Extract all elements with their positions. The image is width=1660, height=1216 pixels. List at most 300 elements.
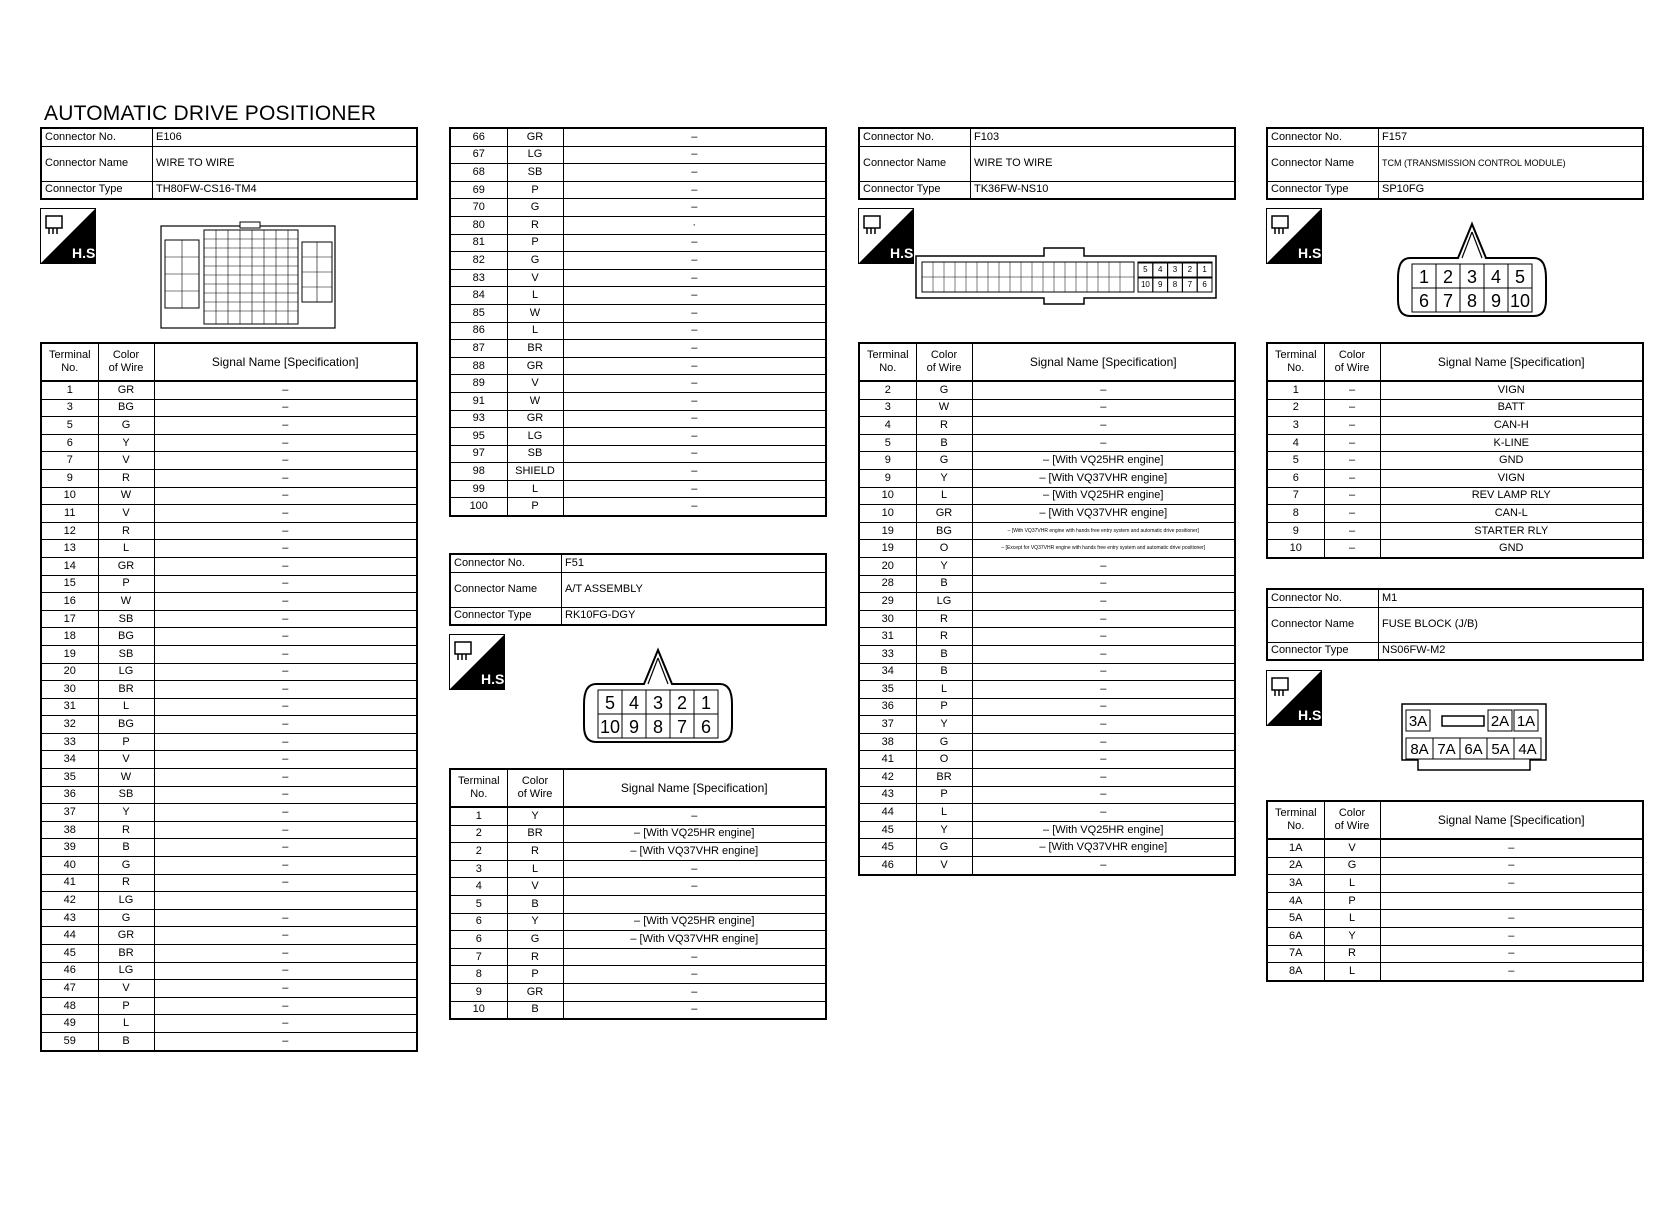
pin-label: 3 [652, 693, 664, 713]
terminal-table-m1 [1266, 800, 1644, 982]
wire-color-cell: R [98, 469, 154, 487]
wire-color-cell: BR [98, 945, 154, 963]
pin-label: 8 [1466, 291, 1478, 311]
terminal-no-cell: 19 [859, 540, 916, 558]
terminal-no-cell: 48 [41, 997, 98, 1015]
table-row [1267, 875, 1643, 893]
wire-color-cell: B [507, 1001, 563, 1019]
signal-name-cell: – [563, 146, 826, 164]
table-row [41, 927, 417, 945]
wire-color-cell: L [507, 322, 563, 340]
table-row [41, 575, 417, 593]
signal-name-cell [563, 895, 826, 913]
terminal-no-cell: 12 [41, 522, 98, 540]
hs-harness-side-icon [858, 208, 918, 264]
signal-name-cell: – [563, 128, 826, 146]
signal-name-cell: – [563, 304, 826, 322]
connector-type-value: SP10FG [1379, 181, 1644, 199]
signal-name-cell: – [563, 322, 826, 340]
connector-type-value: TK36FW-NS10 [971, 181, 1236, 199]
table-row [859, 381, 1235, 399]
wire-color-cell: R [916, 417, 972, 435]
pin-label: 6 [1202, 280, 1207, 289]
signal-name-cell: – [1380, 945, 1643, 963]
terminal-no-cell: 6 [450, 913, 507, 931]
wire-color-cell: GR [98, 927, 154, 945]
connector-name-value: FUSE BLOCK (J/B) [1379, 607, 1644, 642]
terminal-no-cell: 40 [41, 857, 98, 875]
hs-harness-side-icon [40, 208, 100, 264]
signal-name-cell: – [972, 399, 1235, 417]
connector-f157-column [1266, 127, 1644, 200]
signal-name-cell: – [154, 399, 417, 417]
signal-name-cell: – [563, 983, 826, 1001]
table-row [859, 593, 1235, 611]
connector-name-value: WIRE TO WIRE [153, 146, 418, 181]
signal-name-cell [154, 892, 417, 910]
wire-color-cell: Y [916, 557, 972, 575]
connector-f103-column [858, 127, 1236, 200]
pin-label: 6 [1418, 291, 1430, 311]
wire-color-cell: – [1324, 505, 1380, 523]
signal-name-cell: – [563, 1001, 826, 1019]
wire-color-cell: W [507, 392, 563, 410]
table-row [450, 304, 826, 322]
table-row [450, 234, 826, 252]
wire-color-cell: Y [98, 434, 154, 452]
pin-label: 1 [700, 693, 712, 713]
table-row [1267, 522, 1643, 540]
signal-name-cell: – [154, 839, 417, 857]
signal-name-cell: – [154, 874, 417, 892]
wire-color-cell: R [507, 843, 563, 861]
signal-name-cell: – [154, 557, 417, 575]
connector-no-label: Connector No. [859, 128, 971, 146]
signal-name-cell: – [563, 948, 826, 966]
wire-color-cell: P [507, 181, 563, 199]
terminal-no-cell: 45 [859, 821, 916, 839]
table-row [41, 716, 417, 734]
table-row [450, 269, 826, 287]
terminal-no-cell: 16 [41, 593, 98, 611]
pin-label: 10 [1509, 291, 1531, 311]
signal-name-cell: – [154, 505, 417, 523]
wire-color-cell: G [507, 252, 563, 270]
connector-no-label: Connector No. [1267, 128, 1379, 146]
table-row [450, 146, 826, 164]
signal-name-cell: – [563, 199, 826, 217]
signal-name-cell: CAN-H [1380, 417, 1643, 435]
signal-name-cell: – [154, 645, 417, 663]
signal-name-cell: – [563, 375, 826, 393]
wire-color-cell: Y [916, 716, 972, 734]
pin-label: 3A [1408, 713, 1428, 730]
signal-name-cell: – [154, 487, 417, 505]
connector-name-label: Connector Name [41, 146, 153, 181]
table-row [859, 628, 1235, 646]
signal-name-cell: – [154, 381, 417, 399]
connector-type-label: Connector Type [1267, 642, 1379, 660]
signal-name-cell: STARTER RLY [1380, 522, 1643, 540]
wire-color-cell: O [916, 751, 972, 769]
table-row [41, 733, 417, 751]
signal-name-cell: – [154, 610, 417, 628]
wire-color-cell: V [98, 751, 154, 769]
terminal-no-cell: 30 [41, 681, 98, 699]
table-row [1267, 381, 1643, 399]
wire-color-cell: W [507, 304, 563, 322]
table-row [450, 128, 826, 146]
terminal-no-cell: 15 [41, 575, 98, 593]
wire-color-cell: G [1324, 857, 1380, 875]
table-row [859, 434, 1235, 452]
connector-name-label: Connector Name [1267, 607, 1379, 642]
signal-name-cell: – [1380, 875, 1643, 893]
wire-color-cell: P [507, 498, 563, 516]
wire-color-cell: B [916, 434, 972, 452]
hs-label: H.S. [890, 245, 918, 261]
connector-info-m1 [1266, 588, 1644, 661]
wire-color-cell: V [98, 980, 154, 998]
signal-name-cell: – [972, 698, 1235, 716]
signal-name-cell: – [972, 804, 1235, 822]
wire-color-cell: V [507, 375, 563, 393]
terminal-no-cell: 19 [859, 522, 916, 540]
table-row [1267, 487, 1643, 505]
table-row [41, 839, 417, 857]
connector-type-value: NS06FW-M2 [1379, 642, 1644, 660]
table-row [41, 434, 417, 452]
terminal-no-cell: 89 [450, 375, 507, 393]
signal-name-cell: – [563, 252, 826, 270]
table-row [859, 417, 1235, 435]
table-row [41, 857, 417, 875]
terminal-no-cell: 32 [41, 716, 98, 734]
table-row [41, 487, 417, 505]
terminal-no-cell: 13 [41, 540, 98, 558]
pin-label: 9 [1490, 291, 1502, 311]
signal-name-cell: – [154, 417, 417, 435]
connector-type-label: Connector Type [41, 181, 153, 199]
table-row [450, 878, 826, 896]
terminal-no-cell: 47 [41, 980, 98, 998]
wire-color-cell: – [1324, 540, 1380, 558]
wire-color-cell: LG [507, 146, 563, 164]
wire-color-cell: L [1324, 963, 1380, 981]
terminal-no-header: Terminal No. [450, 769, 507, 807]
terminal-no-cell: 39 [41, 839, 98, 857]
table-row [41, 698, 417, 716]
signal-name-cell: – [With VQ37VHR engine] [563, 843, 826, 861]
table-row [41, 381, 417, 399]
table-row [450, 983, 826, 1001]
terminal-no-cell: 20 [859, 557, 916, 575]
wire-color-cell: G [98, 857, 154, 875]
terminal-no-cell: 10 [859, 487, 916, 505]
table-row [450, 843, 826, 861]
terminal-no-cell: 81 [450, 234, 507, 252]
signal-name-cell: – [972, 381, 1235, 399]
terminal-no-cell: 9 [859, 469, 916, 487]
wire-color-cell: B [916, 663, 972, 681]
color-of-wire-header: Color of Wire [1324, 801, 1380, 839]
terminal-no-cell: 20 [41, 663, 98, 681]
wire-color-cell: L [916, 681, 972, 699]
terminal-no-cell: 2A [1267, 857, 1324, 875]
table-row [859, 452, 1235, 470]
table-row [41, 610, 417, 628]
pin-label: 7 [1442, 291, 1454, 311]
table-row [1267, 399, 1643, 417]
terminal-no-cell: 59 [41, 1032, 98, 1050]
wire-color-cell: R [916, 610, 972, 628]
terminal-no-cell: 5A [1267, 910, 1324, 928]
connector-m1-column [1266, 588, 1644, 661]
connector-no-value: F103 [971, 128, 1236, 146]
terminal-no-cell: 29 [859, 593, 916, 611]
signal-name-cell: CAN-L [1380, 505, 1643, 523]
wire-color-cell: L [98, 540, 154, 558]
wire-color-cell: R [916, 628, 972, 646]
table-row [41, 540, 417, 558]
table-row [41, 769, 417, 787]
signal-name-header: Signal Name [Specification] [154, 343, 417, 381]
signal-name-cell: – [563, 878, 826, 896]
terminal-no-cell: 97 [450, 445, 507, 463]
wire-color-cell: P [916, 786, 972, 804]
color-of-wire-header: Color of Wire [507, 769, 563, 807]
wire-color-cell: BR [507, 825, 563, 843]
color-of-wire-header: Color of Wire [916, 343, 972, 381]
pin-label: 2 [1442, 267, 1454, 287]
terminal-no-cell: 41 [41, 874, 98, 892]
wire-color-cell: – [1324, 399, 1380, 417]
signal-name-cell: – [154, 663, 417, 681]
terminal-no-cell: 1 [450, 807, 507, 825]
terminal-no-cell: 5 [859, 434, 916, 452]
wire-color-cell: BR [507, 340, 563, 358]
table-row [859, 821, 1235, 839]
wire-color-cell: SB [98, 610, 154, 628]
table-row [1267, 540, 1643, 558]
signal-name-cell: K-LINE [1380, 434, 1643, 452]
connector-type-value: RK10FG-DGY [562, 607, 827, 625]
wire-color-cell: – [1324, 434, 1380, 452]
terminal-no-cell: 45 [41, 945, 98, 963]
table-row [859, 469, 1235, 487]
terminal-no-cell: 30 [859, 610, 916, 628]
signal-name-cell: – [972, 733, 1235, 751]
table-row [450, 287, 826, 305]
terminal-no-cell: 1A [1267, 839, 1324, 857]
table-row [41, 522, 417, 540]
wire-color-cell: R [507, 216, 563, 234]
terminal-no-cell: 41 [859, 751, 916, 769]
wire-color-cell: G [916, 381, 972, 399]
wire-color-cell: SB [98, 786, 154, 804]
wire-color-cell: – [1324, 522, 1380, 540]
terminal-no-cell: 35 [41, 769, 98, 787]
pin-label: 10 [1140, 280, 1150, 289]
table-row [41, 1015, 417, 1033]
pin-label: 5 [604, 693, 616, 713]
connector-name-value: WIRE TO WIRE [971, 146, 1236, 181]
wire-color-cell: P [98, 733, 154, 751]
wire-color-cell: L [916, 804, 972, 822]
wire-color-cell: BG [98, 399, 154, 417]
table-row [859, 399, 1235, 417]
hs-harness-side-icon [1266, 208, 1326, 264]
signal-name-cell: – [563, 445, 826, 463]
connector-f51-face-diagram [582, 648, 734, 744]
wire-color-cell: V [916, 857, 972, 875]
terminal-no-cell: 67 [450, 146, 507, 164]
wire-color-cell: G [507, 199, 563, 217]
terminal-no-cell: 10 [41, 487, 98, 505]
wire-color-cell: L [507, 860, 563, 878]
table-row [859, 575, 1235, 593]
table-row [41, 469, 417, 487]
connector-type-label: Connector Type [450, 607, 562, 625]
table-row [859, 610, 1235, 628]
signal-name-cell: – [972, 610, 1235, 628]
wire-color-cell: P [507, 234, 563, 252]
wire-color-cell: R [98, 874, 154, 892]
table-row [450, 216, 826, 234]
signal-name-header: Signal Name [Specification] [1380, 343, 1643, 381]
connector-e106-face-diagram [160, 222, 336, 330]
terminal-no-cell: 37 [859, 716, 916, 734]
wire-color-cell: B [98, 839, 154, 857]
wire-color-cell: P [1324, 892, 1380, 910]
wire-color-cell: P [98, 575, 154, 593]
table-row [450, 931, 826, 949]
wire-color-cell: GR [916, 505, 972, 523]
terminal-no-cell: 36 [859, 698, 916, 716]
wire-color-cell: – [1324, 381, 1380, 399]
connector-no-value: E106 [153, 128, 418, 146]
table-row [859, 663, 1235, 681]
signal-name-cell: – [972, 593, 1235, 611]
table-row [41, 751, 417, 769]
signal-name-cell: GND [1380, 540, 1643, 558]
terminal-no-cell: 8A [1267, 963, 1324, 981]
terminal-no-cell: 82 [450, 252, 507, 270]
table-row [450, 913, 826, 931]
table-row [859, 505, 1235, 523]
terminal-no-cell: 7A [1267, 945, 1324, 963]
table-row [450, 463, 826, 481]
terminal-no-cell: 19 [41, 645, 98, 663]
table-row [450, 895, 826, 913]
connector-type-label: Connector Type [859, 181, 971, 199]
wire-color-cell: BG [98, 716, 154, 734]
table-row [450, 860, 826, 878]
terminal-no-cell: 95 [450, 428, 507, 446]
pin-label: 6 [700, 717, 712, 737]
wire-color-cell: B [98, 1032, 154, 1050]
connector-name-value: TCM (TRANSMISSION CONTROL MODULE) [1379, 146, 1644, 181]
table-row [859, 557, 1235, 575]
signal-name-cell: – [154, 628, 417, 646]
signal-name-cell: – [154, 980, 417, 998]
terminal-no-cell: 9 [450, 983, 507, 1001]
table-row [1267, 910, 1643, 928]
table-row [859, 769, 1235, 787]
wire-color-cell: GR [507, 983, 563, 1001]
terminal-no-cell: 43 [41, 909, 98, 927]
terminal-no-cell: 18 [41, 628, 98, 646]
wire-color-cell: GR [507, 128, 563, 146]
terminal-no-cell: 17 [41, 610, 98, 628]
wire-color-cell: W [98, 593, 154, 611]
terminal-no-cell: 4 [1267, 434, 1324, 452]
hs-label: H.S. [481, 671, 509, 687]
wire-color-cell: Y [916, 821, 972, 839]
wire-color-cell: R [1324, 945, 1380, 963]
signal-name-cell: – [154, 945, 417, 963]
table-row [41, 628, 417, 646]
signal-name-cell: – [1380, 839, 1643, 857]
signal-name-cell: – [1380, 963, 1643, 981]
terminal-no-cell: 88 [450, 357, 507, 375]
pin-label: 2A [1490, 713, 1510, 730]
terminal-no-cell: 91 [450, 392, 507, 410]
table-row [450, 252, 826, 270]
connector-name-label: Connector Name [450, 572, 562, 607]
connector-no-value: F157 [1379, 128, 1644, 146]
terminal-no-cell: 69 [450, 181, 507, 199]
wire-color-cell: Y [1324, 927, 1380, 945]
wire-color-cell: G [507, 931, 563, 949]
terminal-no-cell: 45 [859, 839, 916, 857]
wire-color-cell: B [507, 895, 563, 913]
table-row [41, 821, 417, 839]
signal-name-cell: – [154, 751, 417, 769]
signal-name-cell: – [972, 751, 1235, 769]
signal-name-cell: – [563, 807, 826, 825]
signal-name-cell: – [154, 452, 417, 470]
pin-label: 2 [1187, 265, 1193, 274]
terminal-no-cell: 46 [41, 962, 98, 980]
terminal-no-cell: 7 [41, 452, 98, 470]
wire-color-cell: G [916, 839, 972, 857]
terminal-no-cell: 83 [450, 269, 507, 287]
wire-color-cell: LG [98, 962, 154, 980]
hs-label: H.S. [1298, 707, 1326, 723]
terminal-no-cell: 6A [1267, 927, 1324, 945]
wire-color-cell: L [98, 698, 154, 716]
wire-color-cell: R [507, 948, 563, 966]
wire-color-cell: – [1324, 487, 1380, 505]
wire-color-cell: R [98, 522, 154, 540]
terminal-no-cell: 98 [450, 463, 507, 481]
terminal-no-cell: 44 [41, 927, 98, 945]
signal-name-cell: – [154, 962, 417, 980]
signal-name-cell: – [1380, 857, 1643, 875]
pin-label: 6A [1464, 741, 1483, 758]
wire-color-cell: – [1324, 417, 1380, 435]
table-row [1267, 839, 1643, 857]
wire-color-cell: V [507, 878, 563, 896]
table-row [1267, 505, 1643, 523]
table-row [1267, 452, 1643, 470]
terminal-no-cell: 3 [41, 399, 98, 417]
pin-label: 8 [652, 717, 664, 737]
signal-name-cell: – [563, 164, 826, 182]
terminal-no-cell: 87 [450, 340, 507, 358]
table-row [1267, 469, 1643, 487]
